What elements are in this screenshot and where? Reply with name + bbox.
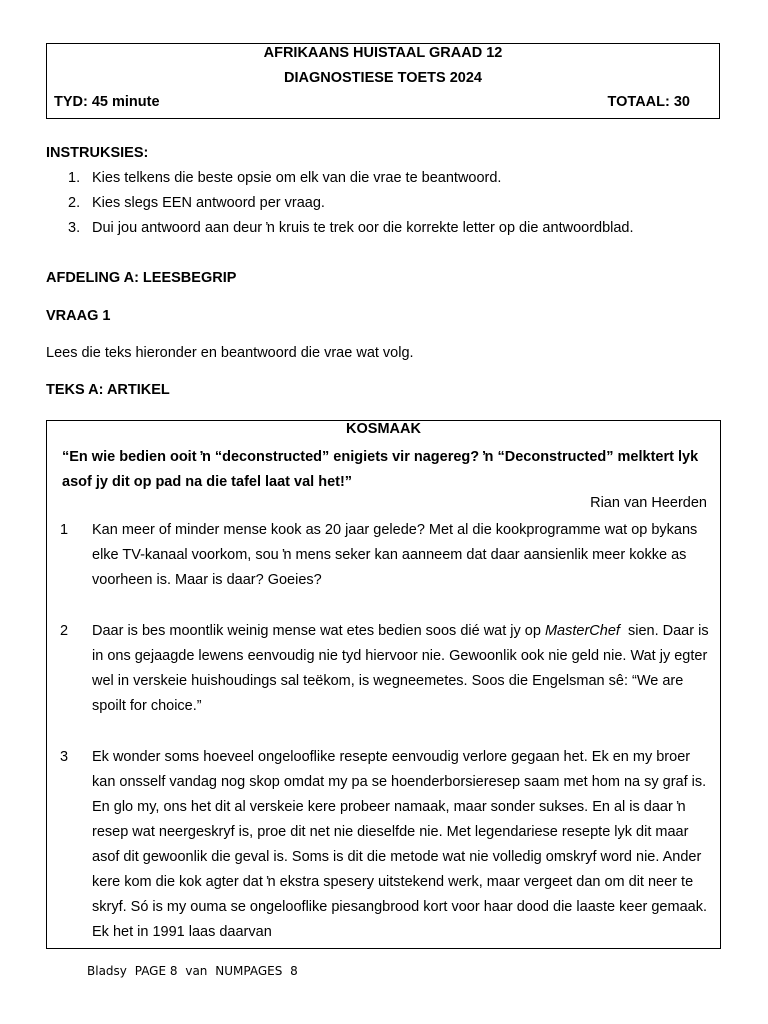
paragraph-number: 2 xyxy=(60,623,69,639)
list-item xyxy=(68,220,634,245)
paragraph-number: 1 xyxy=(60,522,69,538)
exam-header-box xyxy=(46,43,720,119)
list-item xyxy=(68,170,634,195)
paragraph-text: Ek wonder soms hoeveel ongelooflike resepte eenvoudig verlore gegaan het. Ek en my broer kan onsself vandag nog skop omdat my pa se hoenderborsieresep saam met hom na sy graf is. En glo my, ons het dit al verskeie kere probeer namaak, maar sonder sukses. En al is daar ŉ resep wat neergeskryf is, proe dit net nie dieselfde nie. Met legendariese resepte lyk dit maar asof dit gewoonlik die geval is. Soms is dit die metode wat nie volledig omskryf word nie. Ander kere kom die kok agter dat ŉ ekstra spesery uitstekend werk, maar vergeet dan om dit neer te skryf. Só is my ouma se ongelooflike piesangbrood kort voor haar dood die laaste keer gemaak. Ek het in 1991 laas daarvan xyxy=(92,749,707,940)
page-footer xyxy=(87,964,302,978)
list-item-number: 3. xyxy=(68,220,81,236)
article-title: KOSMAAK xyxy=(346,421,421,437)
list-item-text: Dui jou antwoord aan deur ŉ kruis te trek oor die korrekte letter op die antwoordblad. xyxy=(92,220,634,236)
list-item-number: 1. xyxy=(68,170,81,186)
exam-test-title: DIAGNOSTIESE TOETS 2024 xyxy=(284,70,482,86)
article-quote: “En wie bedien ooit ŉ “deconstructed” enigiets vir nagereg? ŉ “Deconstructed” melktert lyk asof jy dit op pad na die tafel laat val het!” xyxy=(62,449,699,490)
list-item xyxy=(68,195,634,220)
paragraph-number: 3 xyxy=(60,749,69,765)
footer-word: van xyxy=(185,964,208,978)
footer-word: Bladsy xyxy=(87,964,127,978)
exam-time: TYD: 45 minute xyxy=(54,94,160,110)
footer-total: 8 xyxy=(290,964,298,978)
footer-numpages-field: NUMPAGES xyxy=(215,964,283,978)
exam-subject-title: AFRIKAANS HUISTAAL GRAAD 12 xyxy=(263,45,503,61)
section-title: AFDELING A: LEESBEGRIP xyxy=(46,270,237,286)
instructions-list xyxy=(68,170,634,245)
paragraph-text-part: sien. Daar is in ons gejaagde lewens eenvoudig nie tyd hiervoor nie. Gewoonlik ook nie geld nie. Wat jy egter wel in verskeie huishoudings sal teëkom, is wegneemetes. Soos die Engelsman sê: “We are spoilt for choice.” xyxy=(92,623,713,714)
paragraph-italic-title: MasterChef xyxy=(544,623,620,639)
list-item-text: Kies telkens die beste opsie om elk van die vrae te beantwoord. xyxy=(92,170,502,186)
article-box xyxy=(46,420,721,949)
paragraph-text: Kan meer of minder mense kook as 20 jaar gelede? Met al die kookprogramme wat op bykans elke TV-kanaal voorkom, sou ŉ mens seker kan aanneem dat daar aansienlik meer kokke as voorheen is. Maar is daar? Goeies? xyxy=(92,522,698,588)
footer-page-field: PAGE 8 xyxy=(134,964,178,978)
list-item-number: 2. xyxy=(68,195,81,211)
list-item-text: Kies slegs EEN antwoord per vraag. xyxy=(92,195,325,211)
paragraph-text xyxy=(92,619,712,719)
article-author: Rian van Heerden xyxy=(590,495,707,511)
question-intro: Lees die teks hieronder en beantwoord die vrae wat volg. xyxy=(46,345,414,361)
text-label: TEKS A: ARTIKEL xyxy=(46,382,170,398)
question-title: VRAAG 1 xyxy=(46,308,111,324)
instructions-title: INSTRUKSIES: xyxy=(46,145,149,161)
paragraph-text-part: Daar is bes moontlik weinig mense wat etes bedien soos dié wat jy op xyxy=(92,623,545,639)
exam-total: TOTAAL: 30 xyxy=(607,94,690,110)
